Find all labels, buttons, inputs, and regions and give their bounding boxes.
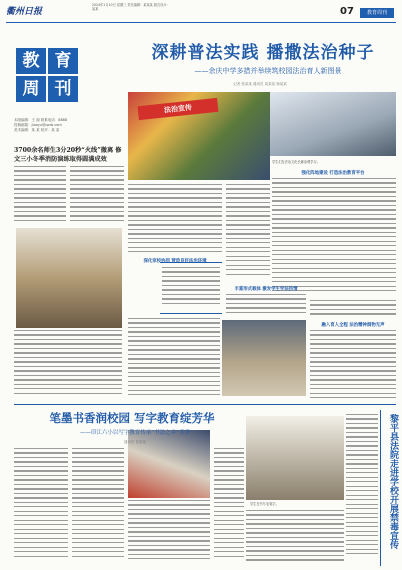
masthead-rule xyxy=(6,22,396,23)
masthead xyxy=(0,0,402,24)
left-story-column xyxy=(14,330,122,400)
brand-char: 刊 xyxy=(48,76,78,102)
brand-char: 教 xyxy=(16,48,46,74)
main-article-column xyxy=(272,178,396,298)
side-story-headline: 黎平县法院走进学校开展禁毒宣传 xyxy=(388,414,398,549)
photo-fire-drill xyxy=(16,228,122,328)
main-article-column xyxy=(310,330,396,402)
section-subhead: 丰富形式载体 激发学生学法热情 xyxy=(234,287,298,292)
left-story-headline: 3700余名师生3分20秒“火线”撤离 修文三小冬季消防演练取得圆满成效 xyxy=(14,147,122,163)
main-subheadline: ——余庆中学多措并举续筑校园法治育人新图景 xyxy=(194,67,342,75)
bottom-story-subheadline: ——印江六小以写字教育传承“书法之乡”美誉 xyxy=(79,430,191,436)
page-number: 07 xyxy=(340,6,354,17)
side-story-rule xyxy=(380,410,381,566)
editor-credits xyxy=(14,118,124,133)
bottom-story-headline: 笔墨书香润校园 写字教育绽芳华 xyxy=(49,411,215,425)
bottom-story-column xyxy=(128,500,210,566)
bottom-story-column xyxy=(72,448,124,566)
section-divider xyxy=(14,404,396,405)
brand-block xyxy=(16,48,80,104)
left-story-column xyxy=(14,166,66,228)
main-article-column xyxy=(128,318,220,402)
main-headline: 深耕普法实践 播撒法治种子 xyxy=(151,43,375,63)
main-article-column xyxy=(226,184,270,280)
section-subhead: 融入育人全程 法治精神润物无声 xyxy=(321,323,385,328)
editor-line: 投稿邮箱：jiaoyu@qzrb.com xyxy=(14,123,62,127)
left-story-column xyxy=(70,166,124,228)
photo-calligraphy-students xyxy=(246,416,344,500)
editor-line: 本版编辑：王 丽 联系电话：8888 xyxy=(14,118,68,122)
brand-char: 周 xyxy=(16,76,46,102)
section-subhead: 强化阵地建设 打造法治教育平台 xyxy=(301,171,365,176)
section-tag: 教育周刊 xyxy=(360,8,394,18)
photo-caption: 学生们在法治文化长廊参观学习。 xyxy=(272,160,320,164)
photo-students-activity xyxy=(128,92,270,180)
bottom-story-column xyxy=(214,448,244,566)
bottom-story-byline: 通讯员 何某某 xyxy=(123,440,147,444)
pull-quote xyxy=(160,262,222,314)
brand-char: 育 xyxy=(48,48,78,74)
bottom-story-column xyxy=(14,448,68,566)
photo-classroom xyxy=(222,320,306,396)
photo-banner: 法治宣传 xyxy=(137,98,218,120)
newspaper-logo: 衢州日报 xyxy=(6,7,43,17)
bottom-story-column xyxy=(246,510,344,566)
main-article-column xyxy=(226,294,306,318)
photo-exhibition xyxy=(270,92,396,156)
side-story-column xyxy=(346,414,378,566)
main-byline: 记者 张某某 通讯员 周某某 杨某某 xyxy=(233,82,287,86)
main-article-column xyxy=(128,184,222,256)
editor-line: 美术编辑：某 某 校对：某 某 xyxy=(14,128,60,132)
photo-caption: 学生在书写毛笔字。 xyxy=(250,502,279,506)
section-subhead: 深化家校协同 营造良好法治环境 xyxy=(143,259,207,264)
publication-date: 2024年1月10日 星期三 责任编辑：某某某 版式设计：某某 xyxy=(92,3,170,11)
main-article-column xyxy=(310,300,396,320)
